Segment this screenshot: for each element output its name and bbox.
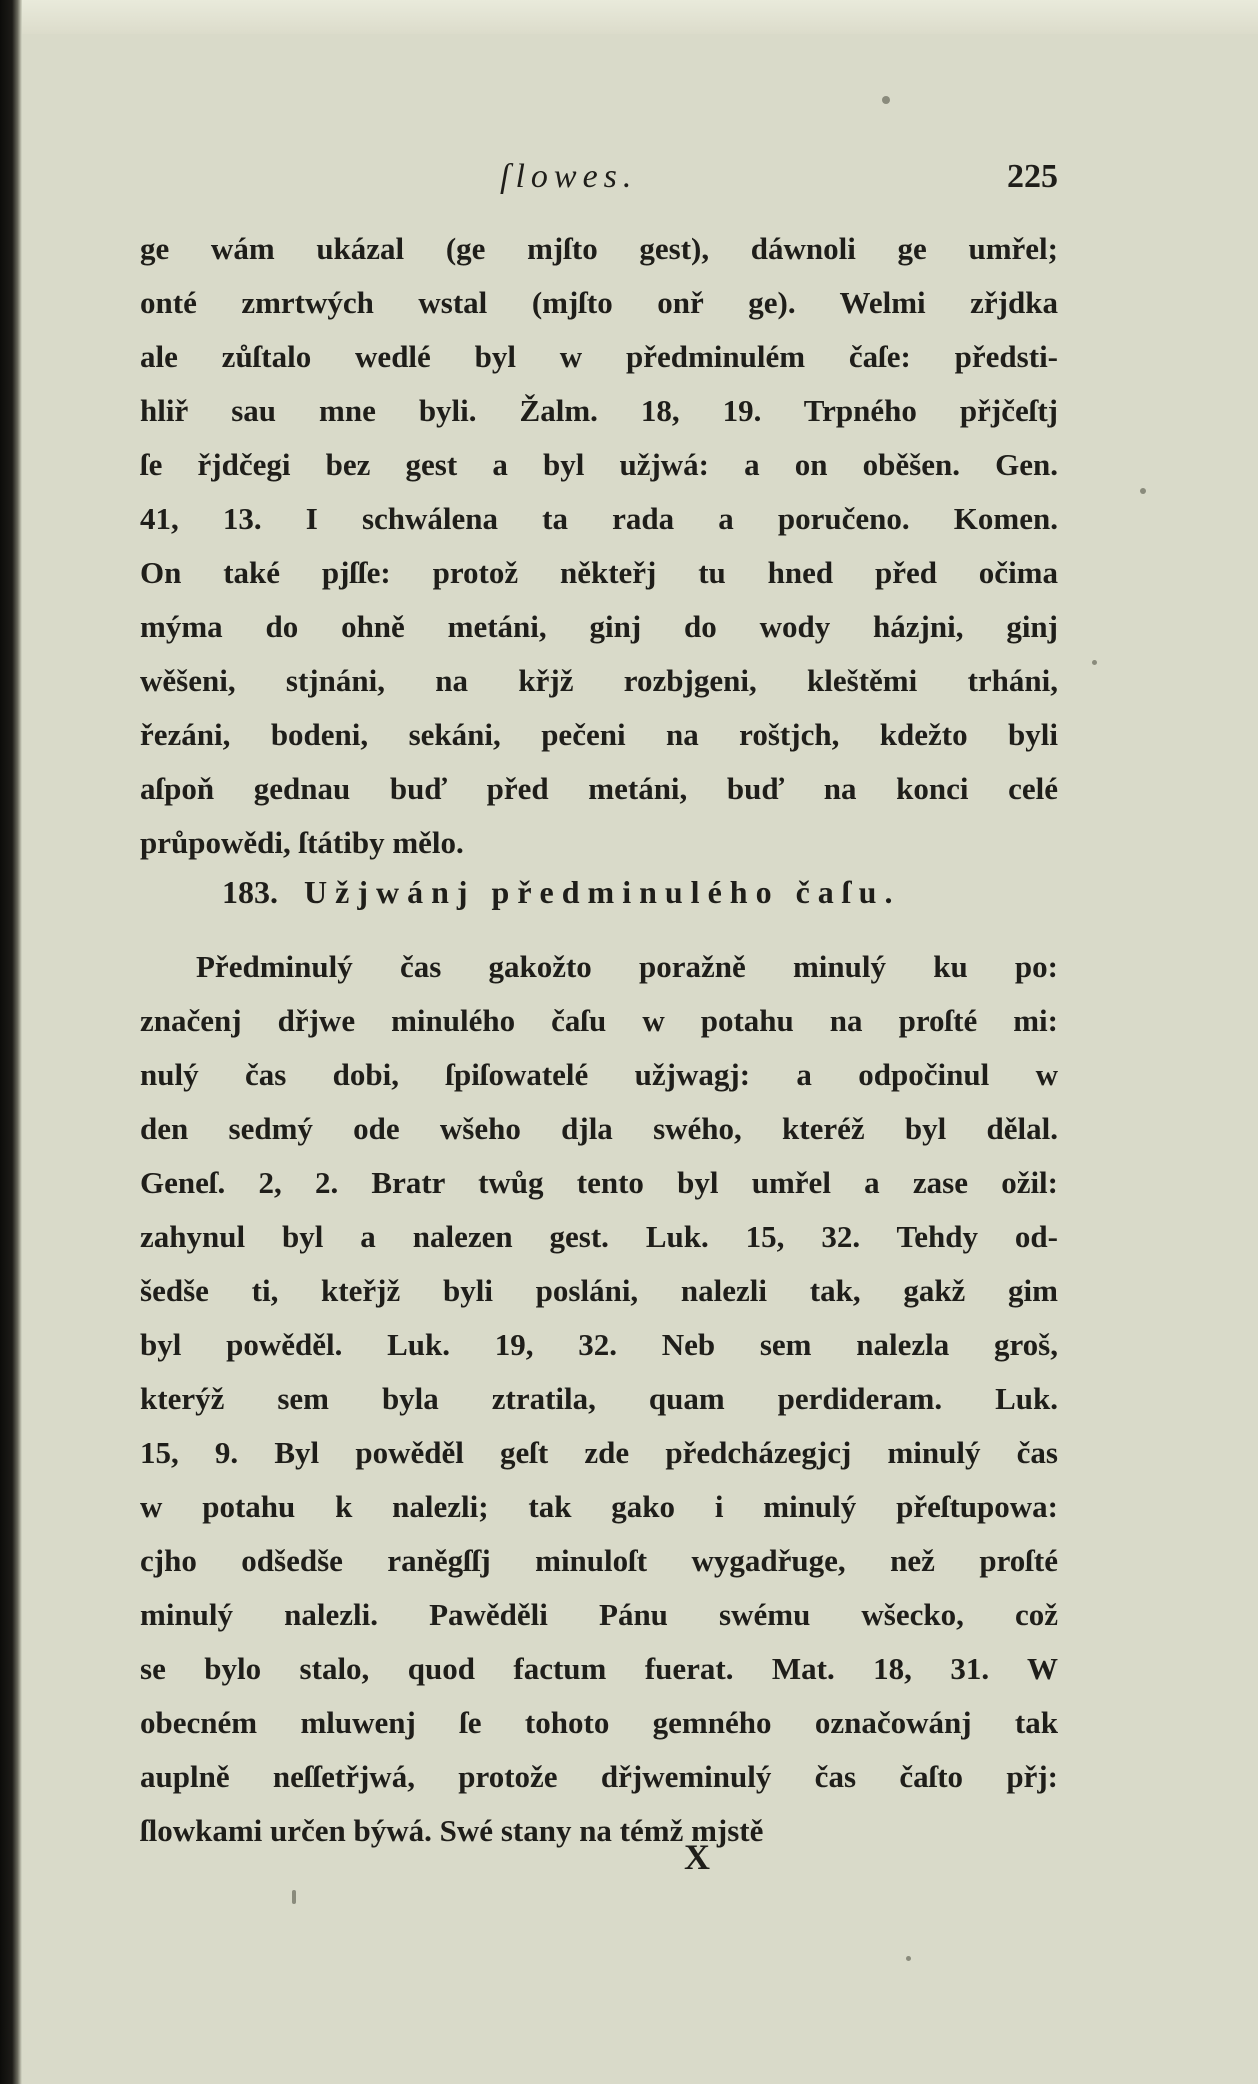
text-line: minulý nalezli. Pawěděli Pánu swému wšecko, což (140, 1597, 1058, 1632)
section-title: Užjwánj předminulého čaſu. (304, 874, 901, 910)
text-line: w potahu k nalezli; tak gako i minulý přeſtupowa: (140, 1489, 1058, 1524)
section-heading (222, 865, 1022, 919)
paper-speck (1092, 660, 1097, 665)
text-line: zahynul byl a nalezen gest. Luk. 15, 32. Tehdy od- (140, 1219, 1058, 1254)
text-line: aſpoň gednau buď před metáni, buď na konci celé (140, 771, 1058, 806)
text-line: obecném mluwenj ſe tohoto gemného označowánj tak (140, 1705, 1058, 1740)
text-line: hliř sau mne byli. Žalm. 18, 19. Trpného přjčeſtj (140, 393, 1058, 428)
text-line: On také pjſſe: protož někteřj tu hned před očima (140, 555, 1058, 590)
text-line: Geneſ. 2, 2. Bratr twůg tento byl umřel a zase ožil: (140, 1165, 1058, 1200)
text-line: ge wám ukázal (ge mjſto gest), dáwnoli ge umřel; (140, 231, 1058, 266)
text-line: 41, 13. I schwálena ta rada a poručeno. Komen. (140, 501, 1058, 536)
paragraph-2 (140, 940, 1058, 1858)
text-line: značenj dřjwe minulého čaſu w potahu na proſté mi: (140, 1003, 1058, 1038)
text-line: se bylo stalo, quod factum fuerat. Mat. 18, 31. W (140, 1651, 1058, 1686)
running-title: ſlowes. (500, 158, 638, 195)
text-line: ſlowkami určen býwá. Swé stany na témž mjstě (140, 1813, 764, 1848)
text-line: Předminulý čas gakožto poražně minulý ku po: (196, 949, 1058, 984)
text-line: 15, 9. Byl powěděl geſt zde předcházegjcj minulý čas (140, 1435, 1058, 1470)
paper-speck (292, 1890, 296, 1904)
text-line: šedše ti, kteřjž byli posláni, nalezli tak, gakž gim (140, 1273, 1058, 1308)
text-line: kterýž sem byla ztratila, quam perdideram. Luk. (140, 1381, 1058, 1416)
text-line: den sedmý ode wšeho djla swého, kteréž byl dělal. (140, 1111, 1058, 1146)
text-line: průpowědi, ſtátiby mělo. (140, 825, 464, 860)
paper-speck (882, 96, 890, 104)
text-line: nulý čas dobi, ſpiſowatelé užjwagj: a odpočinul w (140, 1057, 1058, 1092)
text-line: cjho odšedše raněgſſj minuloſt wygadřuge, než proſté (140, 1543, 1058, 1578)
page-number: 225 (1007, 158, 1058, 195)
text-line: onté zmrtwých wstal (mjſto onř ge). Welmi zřjdka (140, 285, 1058, 320)
paragraph-1 (140, 222, 1058, 870)
paper-speck (1140, 488, 1146, 494)
text-line: byl powěděl. Luk. 19, 32. Neb sem nalezla groš, (140, 1327, 1058, 1362)
text-line: ale zůſtalo wedlé byl w předminulém čaſe: předsti- (140, 339, 1058, 374)
text-line: wěšeni, stjnáni, na křjž rozbjgeni, kleštěmi trháni, (140, 663, 1058, 698)
text-line: řezáni, bodeni, sekáni, pečeni na roštjch, kdežto byli (140, 717, 1058, 752)
section-number: 183. (222, 874, 278, 910)
running-head (140, 158, 1058, 202)
catchword: X (684, 1837, 710, 1877)
text-line: ſe řjdčegi bez gest a byl užjwá: a on oběšen. Gen. (140, 447, 1058, 482)
paper-speck (906, 1956, 911, 1961)
text-line: mýma do ohně metáni, ginj do wody házjni, ginj (140, 609, 1058, 644)
text-line: auplně neſſetřjwá, protože dřjweminulý čas čaſto přj: (140, 1759, 1058, 1794)
